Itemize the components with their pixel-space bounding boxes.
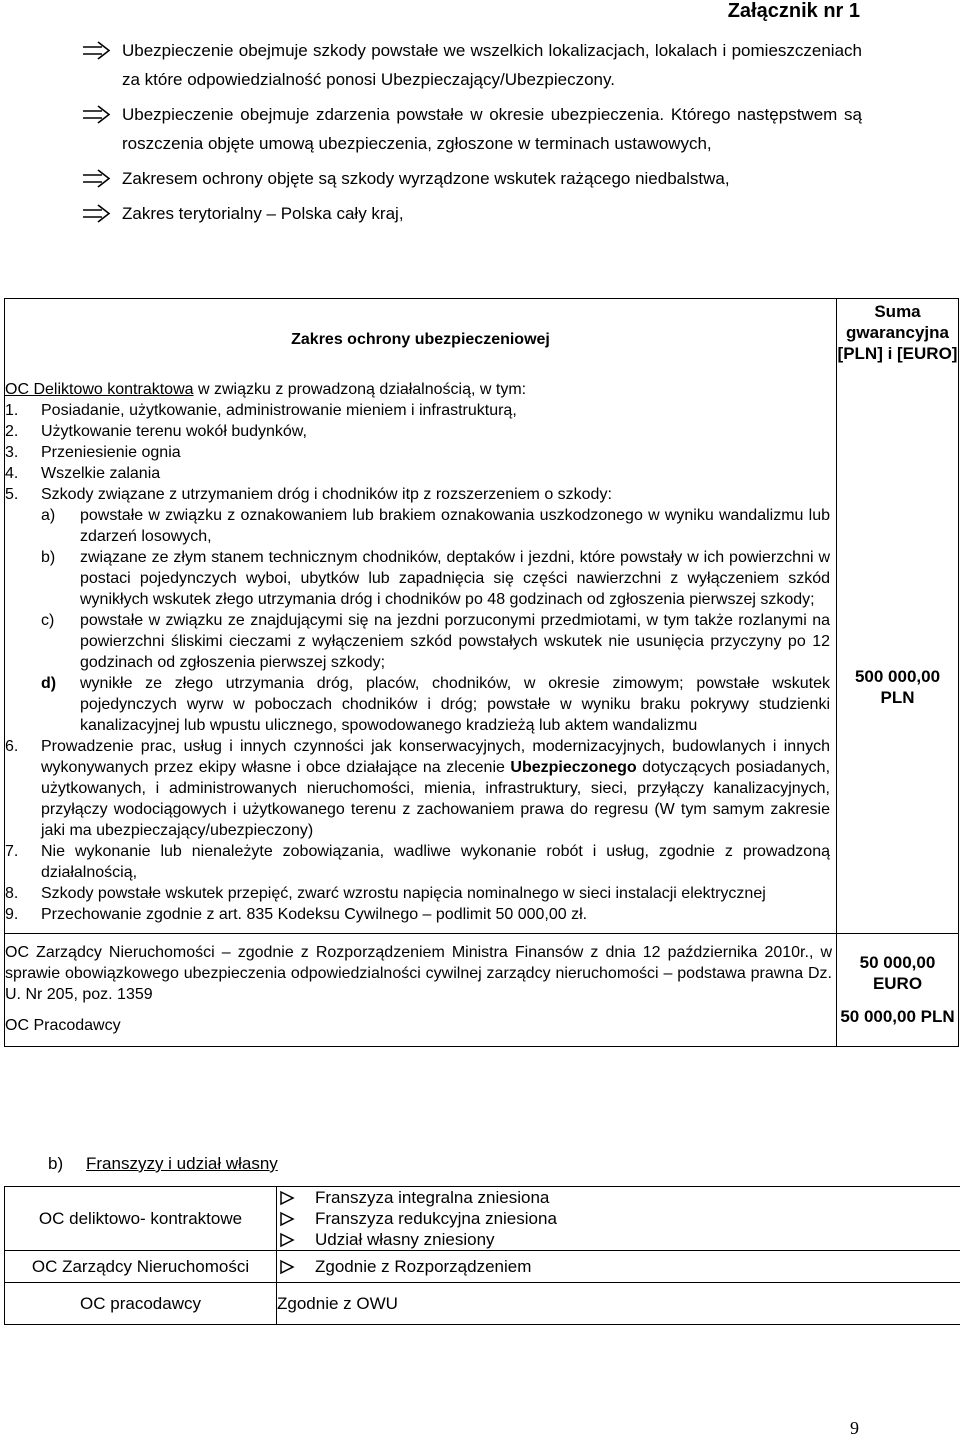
franchise-table: [4, 1186, 960, 1325]
double-arrow-icon: [80, 100, 114, 129]
coverage-item: 5. Szkody związane z utrzymaniem dróg i chodników itp z rozszerzeniem o szkody:: [5, 486, 612, 503]
intro-rest: w związku z prowadzoną działalnością, w tym:: [193, 381, 527, 398]
franchise-title: Franszyzy i udział własny: [86, 1154, 278, 1173]
coverage-item: 1. Posiadanie, użytkowanie, administrowanie mieniem i infrastrukturą,: [5, 402, 517, 419]
franchise-heading: [48, 1154, 278, 1174]
franchise-label: b): [48, 1154, 64, 1173]
franchise-row-name: OC deliktowo- kontraktowe: [5, 1187, 277, 1251]
main-sum-value: 500 000,00 PLN: [854, 667, 941, 707]
coverage-item: 6. Prowadzenie prac, usług i innych czynności jak konserwacyjnych, modernizacyjnych, budowlanych i innych wykonywanych przez ekipy własne i obce działające na zlecenie Ubezpieczonego dotyczących posiadanych, użytkowanych, i administrowanych nieruchomości, mienia, infrastruktury, sieci, przyłączy kanalizacyjnych, przyłączy wodociągowych i użytkowanego terenu z zachowaniem prawa do regresu (W tym samym zakresie jaki ma ubezpieczający/ubezpieczony): [5, 738, 831, 839]
franchise-item: Franszyza redukcyjna zniesiona: [277, 1208, 960, 1229]
check-arrow-icon: [279, 1232, 295, 1248]
oc-sums-cell: [837, 934, 959, 1047]
coverage-table: [4, 298, 959, 1047]
bullet-text: Zakres terytorialny – Polska cały kraj,: [122, 204, 404, 223]
franchise-row-name: OC Zarządcy Nieruchomości: [5, 1251, 277, 1283]
franchise-item: Zgodnie z OWU: [277, 1294, 398, 1313]
check-arrow-icon: [279, 1190, 295, 1206]
road-damage-list: [5, 505, 836, 736]
oc-pracodawcy-sum: 50 000,00 PLN: [840, 1007, 955, 1026]
check-arrow-icon: [279, 1211, 295, 1227]
road-damage-item: d) wynikłe ze złego utrzymania dróg, placów, chodników, w okresie zimowym; powstałe wskutek pojedynczych wyrw w poboczach chodników i dróg; powstałe w wyniku braku pokrywy studzienki kanalizacyjnej lub wpustu ulicznego, spowodowanego kradzieżą lub aktem wandalizmu: [41, 675, 830, 734]
road-damage-item: a) powstałe w związku z oznakowaniem lub brakiem oznakowania uszkodzonego w wyniku wandalizmu lub zdarzeń losowych,: [41, 507, 830, 545]
coverage-item: 3. Przeniesienie ognia: [5, 444, 181, 461]
bullet-item: [80, 164, 862, 193]
double-arrow-icon: [80, 36, 114, 65]
scope-header: Zakres ochrony ubezpieczeniowej: [291, 331, 550, 348]
coverage-item: 8. Szkody powstałe wskutek przepięć, zwarć wzrostu napięcia nominalnego w sieci instalacji elektrycznej: [5, 885, 766, 902]
attachment-title: Załącznik nr 1: [727, 0, 860, 22]
coverage-item: 2. Użytkowanie terenu wokół budynków,: [5, 423, 307, 440]
coverage-item: 4. Wszelkie zalania: [5, 465, 161, 482]
check-arrow-icon: [279, 1259, 295, 1275]
oc-zarzadcy-sum: 50 000,00 EURO: [859, 953, 936, 993]
oc-zarzadcy-cell: [5, 934, 837, 1047]
sum-header: Suma gwarancyjna [PLN] i [EURO]: [837, 302, 958, 363]
double-arrow-icon: [80, 164, 114, 193]
oc-pracodawcy-text: OC Pracodawcy: [5, 1017, 121, 1034]
coverage-item: 9. Przechowanie zgodnie z art. 835 Kodeksu Cywilnego – podlimit 50 000,00 zł.: [5, 906, 588, 923]
road-damage-item: c) powstałe w związku ze znajdującymi się na jezdni porzuconymi przedmiotami, w tym także rozlanymi na powierzchni śliskimi cieczami z wyłączeniem szkód powstałych wskutek nie usunięcia przyczyny po 12 godzinach od zgłoszenia pierwszej szkody;: [41, 612, 830, 671]
coverage-item: 7. Nie wykonanie lub nienależyte zobowiązania, wadliwe wykonanie robót i usług, zgodnie z prowadzoną działalnością,: [5, 843, 830, 881]
bullet-text: Ubezpieczenie obejmuje zdarzenia powstałe w okresie ubezpieczenia. Którego następstwem są roszczenia objęte umową ubezpieczenia, zgłoszone w terminach ustawowych,: [122, 105, 862, 153]
franchise-item: Zgodnie z Rozporządzeniem: [277, 1256, 960, 1277]
franchise-row-items: [277, 1251, 960, 1283]
double-arrow-icon: [80, 199, 114, 228]
franchise-row-name: OC pracodawcy: [5, 1283, 277, 1325]
sum-cell: [837, 299, 959, 934]
road-damage-item: b) związane ze złym stanem technicznym chodników, deptaków i jezdni, które powstały w ich powierzchni w postaci pojedynczych wyboi, ubytków lub zapadnięcia się części nawierzchni z wyłączeniem szkód wynikłych wskutek złego utrzymania dróg i chodników po 48 godzinach od zgłoszenia pierwszej szkody;: [41, 549, 830, 608]
page-number: 9: [850, 1418, 859, 1438]
bullet-item: [80, 36, 862, 94]
oc-deliktowo-label: OC Deliktowo kontraktowa: [5, 381, 194, 398]
franchise-row-items: [277, 1187, 960, 1251]
coverage-intro: [5, 379, 836, 400]
coverage-cell: [5, 299, 837, 934]
franchise-row-items: [277, 1283, 960, 1325]
bullet-text: Ubezpieczenie obejmuje szkody powstałe we wszelkich lokalizacjach, lokalach i pomieszczeniach za które odpowiedzialność ponosi Ubezpieczający/Ubezpieczony.: [122, 41, 862, 89]
bullet-text: Zakresem ochrony objęte są szkody wyrządzone wskutek rażącego niedbalstwa,: [122, 169, 730, 188]
bullet-item: [80, 100, 862, 158]
franchise-item: Udział własny zniesiony: [277, 1229, 960, 1250]
oc-zarzadcy-text: OC Zarządcy Nieruchomości – zgodnie z Rozporządzeniem Ministra Finansów z dnia 12 października 2010r., w sprawie obowiązkowego ubezpieczenia odpowiedzialności cywilnej zarządcy nieruchomości – podstawa prawna Dz. U. Nr 205, poz. 1359: [5, 944, 832, 1003]
bullet-item: [80, 199, 862, 228]
bullet-list: [80, 36, 862, 234]
franchise-item: Franszyza integralna zniesiona: [277, 1187, 960, 1208]
